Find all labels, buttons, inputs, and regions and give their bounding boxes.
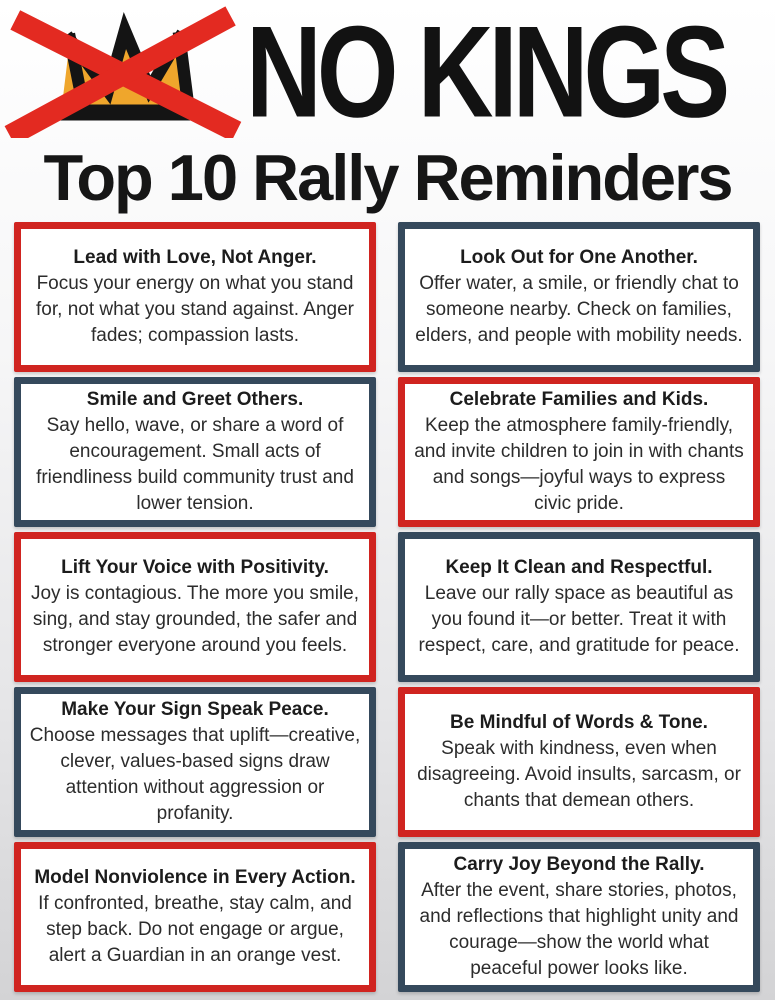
card-body: Say hello, wave, or share a word of encouragement. Small acts of friendliness build community trust and lower tension. [36,415,354,514]
card-body: If confronted, breathe, stay calm, and step back. Do not engage or argue, alert a Guardian in an orange vest. [38,893,352,966]
reminder-card [14,532,376,682]
reminder-card [398,842,760,992]
card-title: Lift Your Voice with Positivity. [61,557,329,578]
card-title: Model Nonviolence in Every Action. [34,867,356,888]
card-body: Leave our rally space as beautiful as you found it—or better. Treat it with respect, care, and gratitude for peace. [418,583,740,656]
card-title: Make Your Sign Speak Peace. [61,699,329,720]
card-title: Be Mindful of Words & Tone. [450,712,708,733]
reminder-card [14,842,376,992]
reminder-card [14,222,376,372]
poster-title: NO KINGS [246,0,726,145]
card-title: Carry Joy Beyond the Rally. [453,854,705,875]
reminder-grid [0,222,775,992]
card-title: Look Out for One Another. [460,247,698,268]
reminder-card [14,687,376,837]
reminder-card [398,687,760,837]
reminder-card [398,222,760,372]
reminder-card [398,377,760,527]
card-title: Smile and Greet Others. [86,389,304,410]
card-title: Keep It Clean and Respectful. [445,557,713,578]
reminder-card [14,377,376,527]
card-body: Focus your energy on what you stand for, not what you stand against. Anger fades; compassion lasts. [36,273,354,346]
card-body: Speak with kindness, even when disagreeing. Avoid insults, sarcasm, or chants that demean others. [417,738,741,811]
card-body: Keep the atmosphere family-friendly, and invite children to join in with chants and songs—joyful ways to express civic pride. [414,415,744,514]
header [0,0,775,145]
card-title: Celebrate Families and Kids. [449,389,709,410]
no-kings-crown-icon [4,6,242,138]
reminder-card [398,532,760,682]
card-body: Joy is contagious. The more you smile, sing, and stay grounded, the safer and stronger everyone around you feels. [30,583,360,656]
card-body: After the event, share stories, photos, and reflections that highlight unity and courage—show the world what peaceful power looks like. [419,880,739,979]
card-body: Choose messages that uplift—creative, clever, values-based signs draw attention without aggression or profanity. [29,725,361,824]
card-title: Lead with Love, Not Anger. [73,247,317,268]
card-body: Offer water, a smile, or friendly chat to someone nearby. Check on families, elders, and people with mobility needs. [415,273,743,346]
poster-subtitle: Top 10 Rally Reminders [43,141,732,214]
